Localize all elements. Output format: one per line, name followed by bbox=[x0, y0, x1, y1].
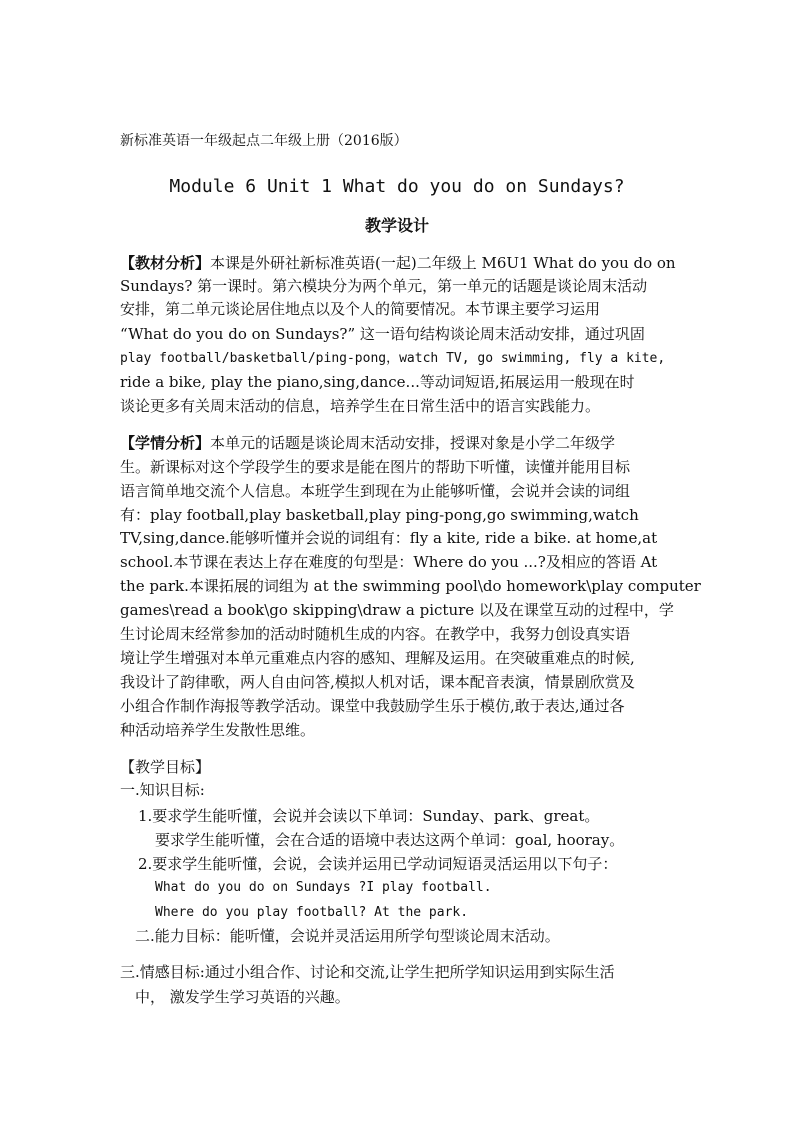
analysis2-line: 【学情分析】本单元的话题是谈论周末活动安排，授课对象是小学二年级学 bbox=[120, 434, 616, 452]
ability-goal: 二.能力目标：能听懂，会说并灵活运用所学句型谈论周末活动。 bbox=[135, 927, 560, 945]
analysis2-line: 生。新课标对这个学段学生的要求是能在图片的帮助下听懂，读懂并能用目标 bbox=[120, 458, 631, 476]
goals-label: 【教学目标】 bbox=[120, 758, 211, 776]
analysis1-line: ride a bike, play the piano,sing,dance...等动词短语,拓展运用一般现在时 bbox=[120, 373, 635, 391]
analysis2-line: 小组合作制作海报等教学活动。课堂中我鼓励学生乐于模仿,敢于表达,通过各 bbox=[120, 697, 625, 715]
analysis1-line: 【教材分析】本课是外研社新标准英语(一起)二年级上 M6U1 What do you do on bbox=[120, 254, 676, 272]
knowledge-item-1b: 要求学生能听懂，会在合适的语境中表达这两个单词：goal, hooray。 bbox=[155, 831, 625, 849]
emotion-goal-line: 三.情感目标:通过小组合作、讨论和交流,让学生把所学知识运用到实际生活 bbox=[120, 963, 615, 981]
knowledge-item-1: 1.要求学生能听懂，会说并会读以下单词：Sunday、park、great。 bbox=[138, 807, 600, 825]
analysis1-line: “What do you do on Sundays?” 这一语句结构谈论周末活动安排，通过巩固 bbox=[120, 325, 645, 343]
analysis2-line: 我设计了韵律歌，两人自由问答,模拟人机对话，课本配音表演，情景剧欣赏及 bbox=[120, 673, 635, 691]
analysis2-line: school.本节课在表达上存在难度的句型是：Where do you ...?及相应的答语 At bbox=[120, 553, 658, 571]
analysis1-line: 谈论更多有关周末活动的信息，培养学生在日常生活中的语言实践能力。 bbox=[120, 397, 601, 415]
analysis2-line: 生讨论周末经常参加的活动时随机生成的内容。在教学中，我努力创设真实语 bbox=[120, 625, 631, 643]
analysis1-line: 安排，第二单元谈论居住地点以及个人的简要情况。本节课主要学习运用 bbox=[120, 300, 601, 318]
lesson-title: Module 6 Unit 1 What do you do on Sundays? bbox=[169, 176, 625, 197]
textbook-header: 新标准英语一年级起点二年级上册（2016版） bbox=[120, 133, 408, 149]
example-sentence-2: Where do you play football? At the park. bbox=[155, 905, 469, 920]
knowledge-item-2: 2.要求学生能听懂，会说，会读并运用已学动词短语灵活运用以下句子： bbox=[138, 855, 618, 873]
emotion-goal-line: 中， 激发学生学习英语的兴趣。 bbox=[135, 988, 350, 1006]
analysis2-line: 语言简单地交流个人信息。本班学生到现在为止能够听懂，会说并会读的词组 bbox=[120, 482, 631, 500]
analysis1-line: play football/basketball/ping-pong，watch TV, go swimming, fly a kite, bbox=[120, 351, 666, 366]
analysis2-line: 有：play football,play basketball,play ping-pong,go swimming,watch bbox=[120, 506, 639, 524]
analysis1-line: Sundays? 第一课时。第六模块分为两个单元，第一单元的话题是谈论周末活动 bbox=[120, 277, 648, 295]
analysis2-line: games\read a book\go skipping\draw a picture 以及在课堂互动的过程中，学 bbox=[120, 601, 674, 619]
analysis2-line: TV,sing,dance.能够听懂并会说的词组有：fly a kite, ride a bike. at home,at bbox=[120, 529, 658, 547]
analysis2-line: 境让学生增强对本单元重难点内容的感知、理解及运用。在突破重难点的时候, bbox=[120, 649, 635, 667]
analysis1-label: 【教材分析】 bbox=[120, 254, 211, 272]
document-subtitle: 教学设计 bbox=[364, 216, 429, 235]
example-sentence-1: What do you do on Sundays ?I play football. bbox=[155, 880, 492, 895]
knowledge-heading: 一.知识目标: bbox=[120, 781, 205, 799]
analysis2-line: the park.本课拓展的词组为 at the swimming pool\do homework\play computer bbox=[120, 577, 701, 595]
analysis2-line: 种活动培养学生发散性思维。 bbox=[120, 721, 316, 739]
analysis2-label: 【学情分析】 bbox=[120, 434, 211, 452]
